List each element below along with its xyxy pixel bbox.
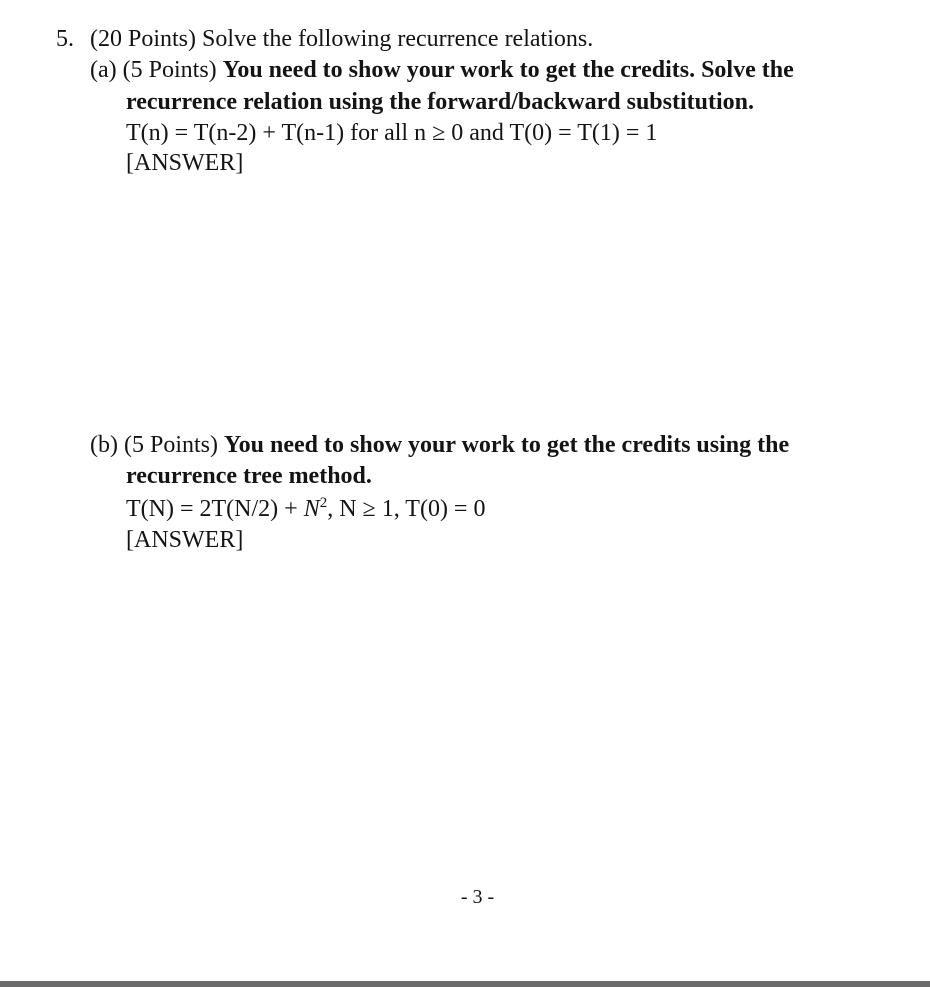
part-b-equation-exp: 2 [319, 495, 328, 511]
page-bottom-rule [0, 981, 930, 987]
part-b-instruction-line1: You need to show your work to get the credits using the [224, 432, 790, 458]
part-a-heading [90, 55, 794, 85]
part-a-label: (a) (5 Points) [90, 57, 217, 83]
part-b-equation-var: N [303, 496, 320, 522]
part-a-instruction-line1: You need to show your work to get the credits. Solve the [222, 57, 794, 83]
part-b-equation-suffix: , N ≥ 1, T(0) = 0 [327, 496, 486, 522]
part-a-instruction-line2: recurrence relation using the forward/backward substitution. [126, 89, 754, 115]
part-b-equation [126, 494, 485, 524]
part-b-equation-prefix: T(N) = 2T(N/2) + [126, 496, 304, 522]
question-intro: (20 Points) Solve the following recurrence relations. [90, 26, 594, 52]
part-b-answer-label: [ANSWER] [126, 527, 244, 553]
part-a-answer-label: [ANSWER] [126, 150, 244, 176]
page-number: - 3 - [460, 886, 495, 908]
part-b-heading [90, 430, 789, 460]
question-number: 5. [56, 26, 74, 52]
part-b-label: (b) (5 Points) [90, 432, 218, 458]
part-a-equation: T(n) = T(n-2) + T(n-1) for all n ≥ 0 and T(0) = T(1) = 1 [126, 120, 658, 146]
part-b-instruction-line2: recurrence tree method. [126, 463, 372, 489]
